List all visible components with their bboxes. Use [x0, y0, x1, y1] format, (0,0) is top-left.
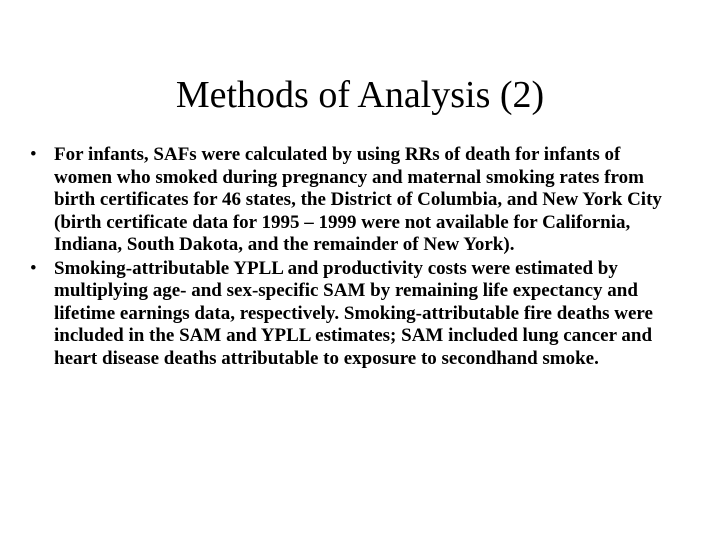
- bullet-item-ypll: [30, 258, 670, 371]
- bullet-list: [30, 144, 670, 371]
- bullet-text: Smoking-attributable YPLL and productivity costs were estimated by multiplying age- and sex-specific SAM by remaining life expectancy and lifetime earnings data, respectively. Smoking-attributable fire deaths were included in the SAM and YPLL estimates; SAM included lung cancer and heart disease deaths attributable to exposure to secondhand smoke.: [54, 257, 653, 369]
- slide-title: Methods of Analysis (2): [175, 74, 545, 116]
- bullet-icon: •: [30, 144, 37, 165]
- bullet-item-infants: [30, 144, 670, 257]
- bullet-text: For infants, SAFs were calculated by using RRs of death for infants of women who smoked during pregnancy and maternal smoking rates from birth certificates for 46 states, the District of Columbia, and New York City (birth certificate data for 1995 – 1999 were not available for California, Indiana, South Dakota, and the remainder of New York).: [54, 144, 662, 255]
- bullet-icon: •: [30, 257, 37, 279]
